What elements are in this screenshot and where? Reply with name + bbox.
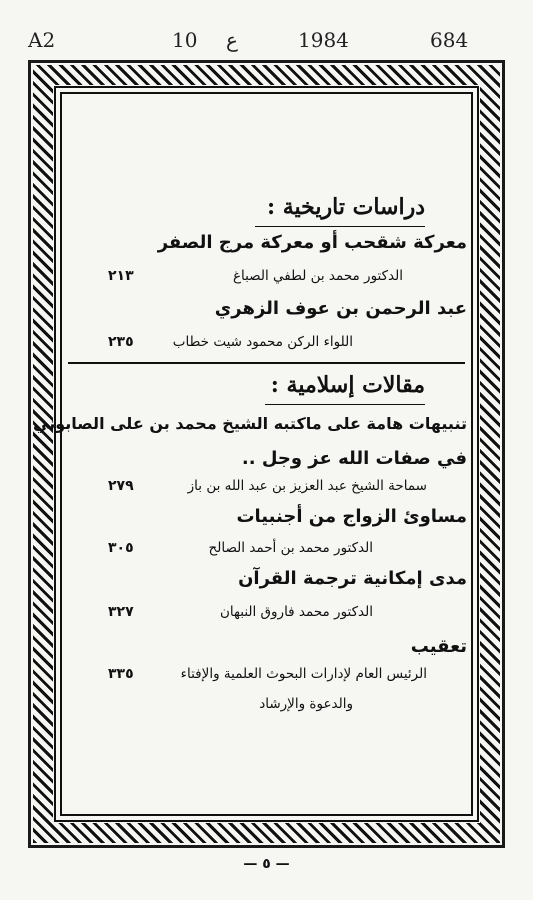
entry-page-number: ٣٢٧ (108, 604, 134, 620)
heading-underline (255, 226, 425, 227)
page-number-footer: — ٥ — (243, 856, 290, 872)
entry-page-number: ٣٠٥ (108, 540, 134, 556)
entry-page-number: ٢١٣ (108, 268, 134, 284)
entry-title: عبد الرحمن بن عوف الزهري (214, 298, 467, 319)
entry-title-continued: في صفات الله عز وجل .. (241, 448, 467, 469)
entry-title: مساوئ الزواج من أجنبيات (236, 506, 467, 527)
entry-title: معركة شقحب أو معركة مرج الصفر (157, 232, 467, 253)
table-of-contents (33, 92, 473, 816)
entry-author-continued: والدعوة والإرشاد (259, 696, 353, 712)
archive-mark-right: 684 (430, 28, 469, 52)
section-heading-historical: دراسات تاريخية : (266, 194, 425, 220)
heading-underline (265, 404, 425, 405)
entry-author: الدكتور محمد فاروق النبهان (220, 604, 373, 620)
entry-author: الرئيس العام لإدارات البحوث العلمية والإفتاء (180, 666, 427, 682)
section-heading-islamic: مقالات إسلامية : (270, 372, 425, 398)
entry-page-number: ٣٣٥ (108, 666, 134, 682)
entry-page-number: ٢٣٥ (108, 334, 134, 350)
archive-mark-left: A2 (28, 28, 56, 52)
section-divider (68, 362, 465, 364)
entry-title: تعقيب (410, 636, 467, 657)
archive-mark-center-letter: ع (226, 28, 238, 52)
archive-mark-year: 1984 (298, 28, 349, 52)
entry-title: مدى إمكانية ترجمة القرآن (238, 568, 467, 589)
entry-author: سماحة الشيخ عبد العزيز بن عبد الله بن باز (187, 478, 427, 494)
entry-author: الدكتور محمد بن لطفي الصباغ (232, 268, 403, 284)
entry-author: الدكتور محمد بن أحمد الصالح (208, 540, 373, 556)
entry-title: تنبيهات هامة على ماكتبه الشيخ محمد بن على الصابوني (33, 414, 467, 433)
entry-page-number: ٢٧٩ (108, 478, 134, 494)
entry-author: اللواء الركن محمود شيت خطاب (172, 334, 353, 350)
archive-mark-center-number: 10 (172, 28, 198, 52)
